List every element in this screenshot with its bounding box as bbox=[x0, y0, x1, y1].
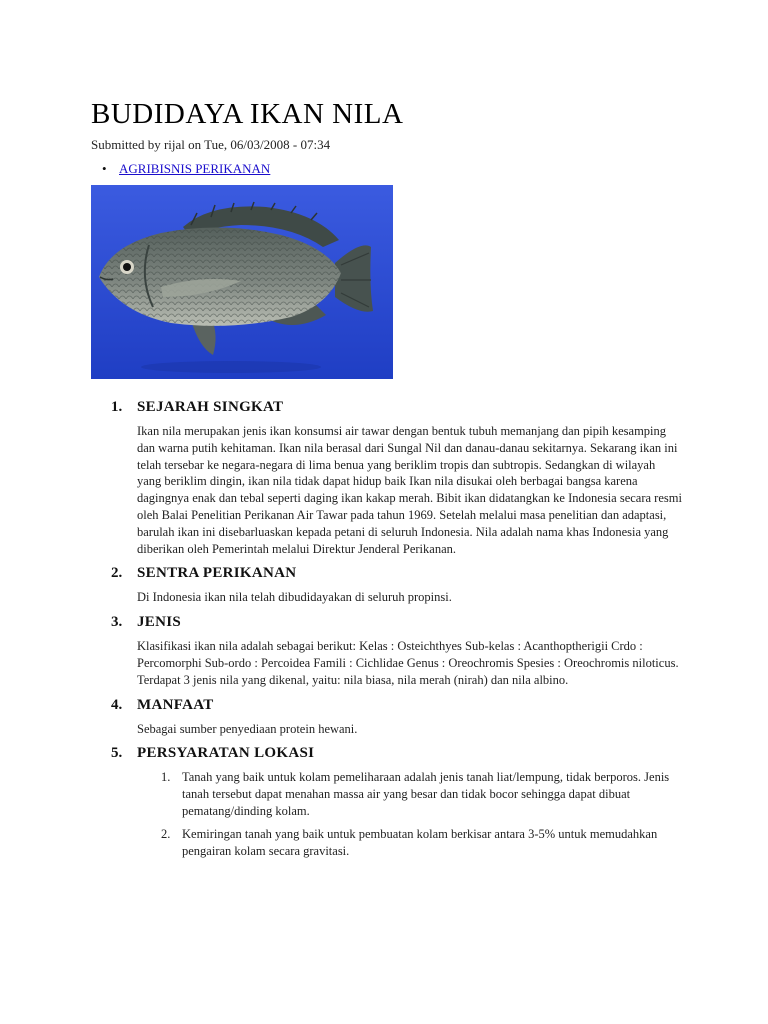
tag-list bbox=[91, 160, 691, 178]
section-list bbox=[91, 397, 691, 859]
section-title: PERSYARATAN LOKASI bbox=[137, 745, 315, 762]
section-body: Klasifikasi ikan nila adalah sebagai berikut: Kelas : Osteichthyes Sub-kelas : Acanthoptherigii Crdo : Percomorphi Sub-ordo : Percoidea Famili : Cichlidae Genus : Oreochromis Spesies : Oreochromis niloticus. Terdapat 3 jenis nila yang dikenal, yaitu: nila biasa, nila merah (nirah) dan nila albino. bbox=[137, 639, 679, 687]
section-manfaat bbox=[91, 695, 691, 738]
section-persyaratan-lokasi bbox=[91, 743, 691, 859]
list-item-number: 1. bbox=[161, 770, 171, 785]
list-item-text: Kemiringan tanah yang baik untuk pembuatan kolam berkisar antara 3-5% untuk memudahkan pengairan kolam secara gravitasi. bbox=[182, 826, 658, 858]
section-title: MANFAAT bbox=[137, 696, 214, 713]
section-body: Ikan nila merupakan jenis ikan konsumsi air tawar dengan bentuk tubuh memanjang dan pipih kesamping dan warna putih kehitaman. Ikan nila berasal dari Sungal Nil dan danau-danau sekitarnya. Sekarang ikan ini telah tersebar ke negara-negara di lima benua yang beriklim tropis dan subtropis. Sedangkan di wilayah yang beriklim dingin, ikan nila tidak dapat hidup baik Ikan nila disukai oleh berbagai bangsa karena dagingnya enak dan tebal seperti daging ikan kakap merah. Bibit ikan didatangkan ke Indonesia secara resmi oleh Balai Penelitian Perikanan Air Tawar pada tahun 1969. Setelah melalui masa penelitian dan adaptasi, barulah ikan ini disebarluaskan kepada petani di seluruh Indonesia. Nila adalah nama khas Indonesia yang diberikan oleh Pemerintah melalui Direktur Jenderal Perikanan. bbox=[137, 424, 682, 556]
section-number: 4. bbox=[111, 696, 123, 713]
section-jenis bbox=[91, 612, 691, 688]
section-number: 3. bbox=[111, 614, 123, 631]
section-title: JENIS bbox=[137, 614, 182, 631]
section-title: SENTRA PERIKANAN bbox=[137, 565, 297, 582]
section-body: Sebagai sumber penyediaan protein hewani. bbox=[137, 721, 358, 736]
submitted-by: Submitted by rijal on Tue, 06/03/2008 - 07:34 bbox=[91, 137, 331, 152]
section-sentra-perikanan bbox=[91, 563, 691, 606]
sub-list bbox=[137, 769, 691, 859]
article bbox=[91, 96, 691, 865]
list-item bbox=[137, 769, 682, 819]
bullet-icon: • bbox=[102, 161, 107, 176]
section-number: 5. bbox=[111, 745, 123, 762]
list-item-text: Tanah yang baik untuk kolam pemeliharaan adalah jenis tanah liat/lempung, tidak berporos. Jenis tanah tersebut dapat menahan massa air yang besar dan tidak bocor sehingga dapat dibuat pematang/dinding kolam. bbox=[182, 770, 670, 818]
section-number: 1. bbox=[111, 399, 123, 415]
section-sejarah-singkat bbox=[91, 397, 691, 557]
nile-tilapia-photo bbox=[91, 185, 393, 379]
list-item-number: 2. bbox=[161, 826, 171, 841]
section-number: 2. bbox=[111, 565, 123, 582]
list-item bbox=[137, 826, 682, 860]
section-body: Di Indonesia ikan nila telah dibudidayakan di seluruh propinsi. bbox=[137, 590, 452, 605]
section-title: SEJARAH SINGKAT bbox=[137, 399, 284, 415]
page-title: BUDIDAYA IKAN NILA bbox=[91, 98, 404, 130]
tag-item bbox=[102, 160, 691, 178]
tag-link-agribisnis-perikanan[interactable]: AGRIBISNIS PERIKANAN bbox=[119, 161, 271, 176]
